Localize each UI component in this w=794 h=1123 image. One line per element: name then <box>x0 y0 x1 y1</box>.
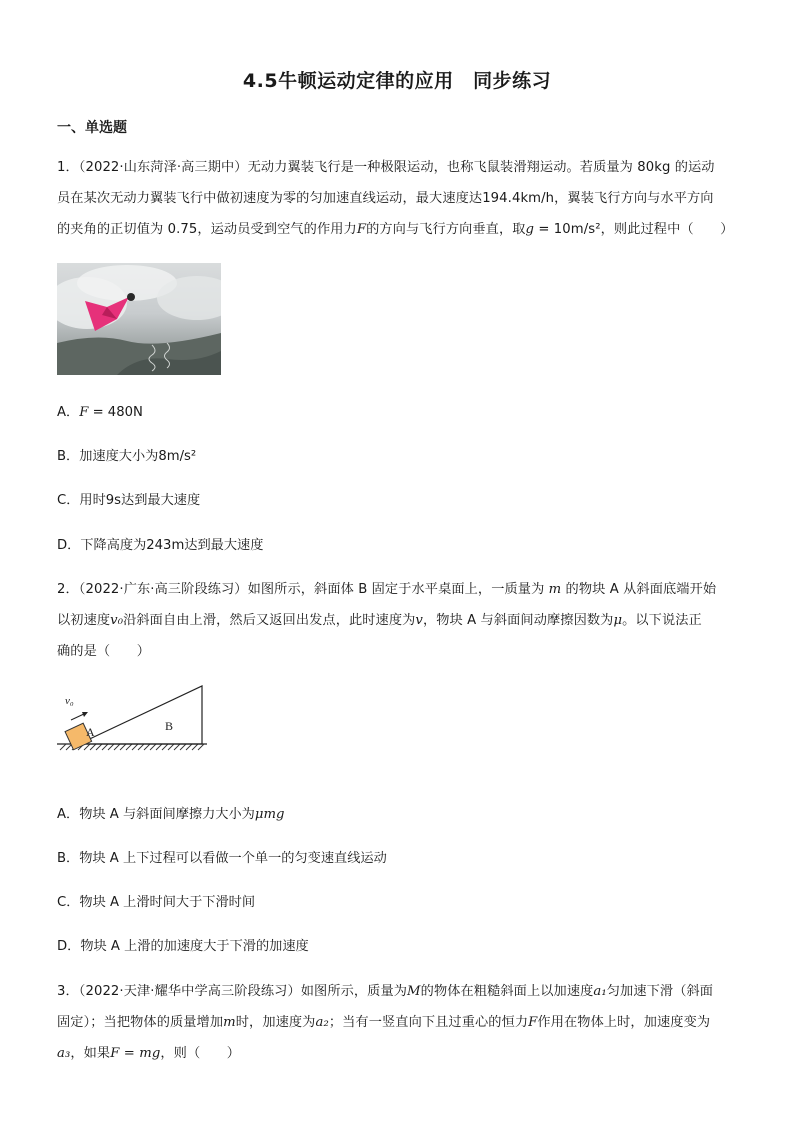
q3-line-2-text-c: ；当有一竖直向下且过重心的恒力 <box>328 1015 529 1030</box>
q2-option-b: B．物块 A 上下过程可以看做一个单一的匀变速直线运动 <box>57 851 387 866</box>
q1-option-a <box>57 403 143 423</box>
section-heading: 一、单选题 <box>57 120 127 136</box>
q2-option-a-var: μmg <box>254 807 285 822</box>
q3-var-m: m <box>223 1015 236 1030</box>
q3-line-2 <box>57 1013 710 1033</box>
q1-option-b: B．加速度大小为8m/s² <box>57 449 197 464</box>
block-a-label: A <box>86 725 95 739</box>
q3-line-2-text-d: 作用在物体上时，加速度变为 <box>537 1015 711 1030</box>
q2-line-2-text-c: ，物块 A 与斜面间动摩擦因数为 <box>422 613 614 628</box>
q2-line-2-text-b: 沿斜面自由上滑，然后又返回出发点，此时速度为 <box>123 613 416 628</box>
q2-var-m: m <box>548 582 562 597</box>
q1-option-c: C．用时9s达到最大速度 <box>57 493 201 508</box>
q1-line-3-text-b: 的方向与飞行方向垂直，取 <box>366 222 526 237</box>
q2-line-2-text-a: 以初速度 <box>57 613 111 628</box>
incline-figure <box>57 680 217 770</box>
q2-line-2-text-d: 。以下说法正 <box>622 613 702 628</box>
q3-line-3 <box>57 1044 240 1064</box>
q3-line-1-text-a: 3．（2022·天津·耀华中学高三阶段练习）如图所示，质量为 <box>57 984 408 999</box>
q2-option-a-prefix: A．物块 A 与斜面间摩擦力大小为 <box>57 807 255 822</box>
q3-line-1 <box>57 982 713 1002</box>
q3-var-a3: a₃ <box>57 1046 71 1061</box>
q2-line-1-text-a: 2．（2022·广东·高三阶段练习）如图所示，斜面体 B 固定于水平桌面上，一质量为 <box>57 582 549 597</box>
q1-line-3 <box>57 220 734 240</box>
q2-option-a <box>57 805 284 825</box>
q3-line-3-text-b: ，则（ ） <box>160 1046 241 1061</box>
q1-var-g: g <box>525 222 535 237</box>
page-title: 4.5牛顿运动定律的应用 同步练习 <box>242 70 552 92</box>
v0-label: v₀ <box>65 695 74 707</box>
incline-b-label: B <box>165 719 174 733</box>
q1-option-a-prefix: A． <box>57 405 80 420</box>
q2-var-v0: v₀ <box>110 613 124 628</box>
q1-option-d: D．下降高度为243m达到最大速度 <box>57 538 264 553</box>
q3-equation: F = mg <box>110 1046 161 1061</box>
q3-var-a1: a₁ <box>593 984 607 999</box>
q3-line-3-text-a: ，如果 <box>70 1046 111 1061</box>
q3-var-F: F <box>528 1015 538 1030</box>
q1-option-a-text: = 480N <box>88 405 143 420</box>
q1-var-F: F <box>356 222 367 237</box>
q2-option-d: D．物块 A 上滑的加速度大于下滑的加速度 <box>57 939 309 954</box>
q2-var-mu: μ <box>613 613 623 628</box>
q3-var-a2: a₂ <box>315 1015 329 1030</box>
q3-line-1-text-c: 匀加速下滑（斜面 <box>606 984 714 999</box>
q1-line-3-text-c: = 10m/s²，则此过程中（ ） <box>534 222 734 237</box>
q3-var-M: M <box>407 984 421 999</box>
incline-b <box>79 686 202 744</box>
q3-line-2-text-a: 固定）；当把物体的质量增加 <box>57 1015 224 1030</box>
q1-option-a-var: F <box>79 405 89 420</box>
q2-line-3: 确的是（ ） <box>57 644 151 659</box>
q1-line-1: 1．（2022·山东菏泽·高三期中）无动力翼装飞行是一种极限运动，也称飞鼠装滑翔运动。若质量为 80kg 的运动 <box>57 160 715 175</box>
q1-line-3-text-a: 的夹角的正切值为 0.75，运动员受到空气的作用力 <box>57 222 357 237</box>
q2-line-1 <box>57 580 716 600</box>
q2-line-1-text-b: 的物块 A 从斜面底端开始 <box>561 582 717 597</box>
q3-line-2-text-b: 时，加速度为 <box>235 1015 316 1030</box>
q1-line-2: 员在某次无动力翼装飞行中做初速度为零的匀加速直线运动，最大速度达194.4km/h，翼装飞行方向与水平方向 <box>57 191 714 206</box>
wingsuit-photo <box>57 263 221 375</box>
q2-option-c: C．物块 A 上滑时间大于下滑时间 <box>57 895 256 910</box>
q2-line-2 <box>57 611 702 631</box>
q3-line-1-text-b: 的物体在粗糙斜面上以加速度 <box>420 984 594 999</box>
q2-var-v: v <box>415 613 423 628</box>
